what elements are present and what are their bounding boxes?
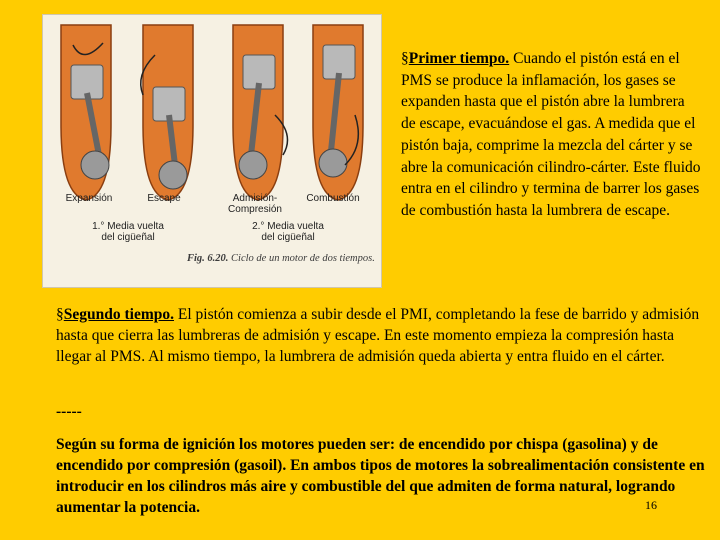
label-escape: Escape	[147, 193, 181, 204]
label-admision-line1: Admisión-	[232, 193, 278, 204]
label-expansion: Expansión	[65, 193, 113, 204]
label-second-half-turn	[243, 221, 333, 243]
paragraph-first-stroke	[401, 48, 701, 222]
figure-caption-number: Fig. 6.20.	[187, 253, 229, 264]
figure-caption	[187, 253, 377, 265]
bullet-second-stroke: §	[56, 306, 64, 323]
label-first-half-turn	[83, 221, 173, 243]
term-first-stroke: Primer tiempo.	[408, 50, 510, 67]
engine-cycle-figure	[42, 14, 382, 288]
label-first-half-line2: del cigüeñal	[101, 232, 155, 243]
separator: -----	[56, 403, 82, 420]
label-first-half-line1: 1.° Media vuelta	[92, 221, 164, 232]
term-second-stroke: Segundo tiempo.	[63, 306, 174, 323]
engine-escape-drawing	[141, 25, 193, 200]
engine-expansion-drawing	[61, 25, 111, 200]
text-first-stroke: Cuando el pistón está en el PMS se produce la inflamación, los gases se expanden hasta que el pistón abre la lumbrera de escape, evacuándose el gas. A medida que el pistón baja, comprime la mezcla del cárter y se abre la comunicación cilindro-cárter. Este fluido entra en el cilindro y termina de barrer los gases de combustión hasta la lumbrera de escape.	[401, 50, 701, 219]
label-combustion: Combustión	[306, 193, 360, 204]
label-second-half-line2: del cigüeñal	[261, 232, 315, 243]
engine-admision-drawing	[233, 25, 288, 200]
page-number: 16	[645, 498, 657, 512]
bullet-first-stroke: §	[401, 50, 409, 67]
engine-cycle-illustration	[43, 15, 381, 287]
label-admision-line2: Compresión	[228, 204, 282, 215]
label-second-half-line1: 2.° Media vuelta	[252, 221, 324, 232]
figure-caption-text: Ciclo de un motor de dos tiempos.	[231, 253, 375, 264]
paragraph-second-stroke	[56, 304, 706, 367]
engine-combustion-drawing	[313, 25, 363, 200]
paragraph-ignition-types: Según su forma de ignición los motores pueden ser: de encendido por chispa (gasolina) y de encendido por compresión (gasoil). En ambos tipos de motores la sobrealimentación consistente en introducir en los cilindros más aire y combustible del que admiten de forma natural, logrando aumentar la potencia.	[56, 436, 705, 516]
label-admision	[223, 193, 287, 215]
text-second-stroke: El pistón comienza a subir desde el PMI, completando la fese de barrido y admisión hasta que cierra las lumbreras de admisión y escape. En este momento empieza la compresión hasta llegar al PMS. Al mismo tiempo, la lumbrera de admisión queda abierta y entra fluido en el cárter.	[56, 306, 700, 365]
